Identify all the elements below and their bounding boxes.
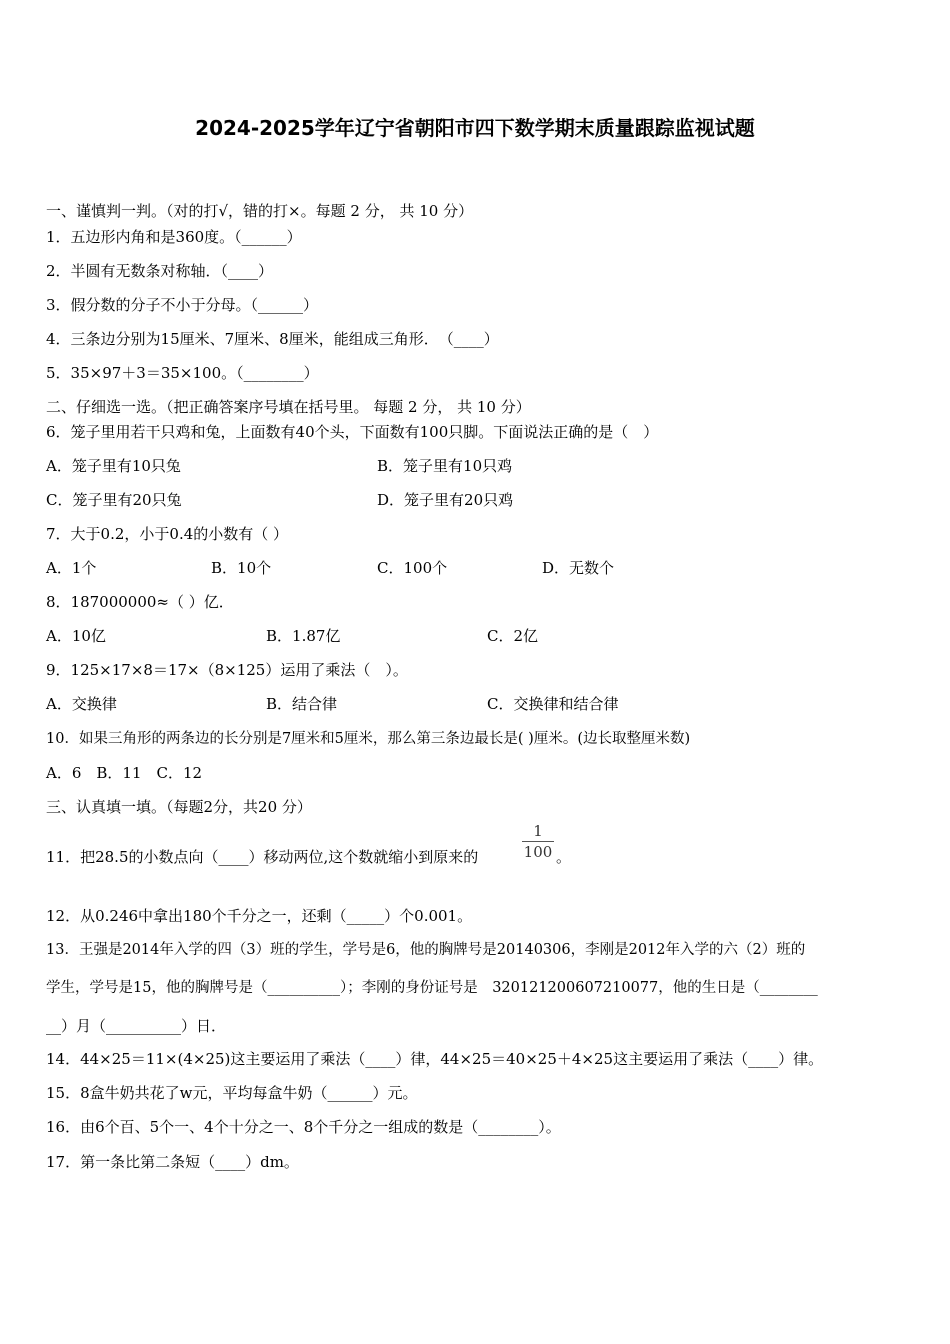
q9-option-a: A．交换律 (46, 695, 117, 713)
q9-option-b: B．结合律 (266, 695, 338, 713)
q6-option-d: D．笼子里有20只鸡 (377, 491, 514, 509)
section-3-heading: 三、认真填一填。（每题2分，共20 分） (46, 798, 312, 816)
page-title: 2024-2025学年辽宁省朝阳市四下数学期末质量跟踪监视试题 (195, 116, 755, 140)
q6-option-a: A．笼子里有10只兔 (46, 457, 181, 475)
question-13-line-3: __）月（__________）日． (46, 1017, 227, 1035)
q7-option-d: D．无数个 (542, 559, 615, 577)
question-8: 8．187000000≈（ ）亿． (46, 593, 234, 611)
q10-options: A．6 B．11 C．12 (46, 764, 203, 782)
question-12: 12．从0.246中拿出180个千分之一，还剩（_____）个0.001。 (46, 907, 473, 925)
question-2: 2．半圆有无数条对称轴．（____） (46, 262, 274, 280)
q7-option-b: B．10个 (211, 559, 272, 577)
section-1-heading: 一、谨慎判一判。（对的打√，错的打×。每题 2 分， 共 10 分） (46, 202, 474, 220)
q7-option-c: C．100个 (377, 559, 448, 577)
question-9: 9．125×17×8＝17×（8×125）运用了乘法（ ）。 (46, 661, 408, 679)
question-16: 16．由6个百、5个一、4个十分之一、8个千分之一组成的数是（________）。 (46, 1118, 561, 1136)
q6-option-c: C．笼子里有20只兔 (46, 491, 182, 509)
fraction-denominator: 100 (523, 843, 553, 861)
question-17: 17．第一条比第二条短（____）dm。 (46, 1153, 299, 1171)
question-7: 7．大于0.2，小于0.4的小数有（ ） (46, 525, 289, 543)
question-1: 1．五边形内角和是360度。（______） (46, 228, 302, 246)
q8-option-c: C．2亿 (487, 627, 539, 645)
question-14: 14．44×25＝11×(4×25)这主要运用了乘法（____）律，44×25＝40×25＋4×25这主要运用了乘法（____）律。 (46, 1050, 824, 1068)
question-11: 11．把28.5的小数点向（____）移动两位,这个数就缩小到原来的 (46, 848, 479, 866)
question-6: 6．笼子里用若干只鸡和兔，上面数有40个头，下面数有100只脚。下面说法正确的是（ ） (46, 423, 659, 441)
fraction-one-hundredth (522, 822, 554, 861)
q7-option-a: A．1个 (46, 559, 97, 577)
fraction-bar (522, 841, 554, 842)
q9-option-c: C．交换律和结合律 (487, 695, 619, 713)
question-13-line-2: 学生，学号是15，他的胸牌号是（__________）；李刚的身份证号是 320121200607210077，他的生日是（________ (46, 980, 818, 996)
question-4: 4．三条边分别为15厘米、7厘米、8厘米，能组成三角形． （____） (46, 330, 499, 348)
section-2-heading: 二、仔细选一选。（把正确答案序号填在括号里。 每题 2 分， 共 10 分） (46, 398, 531, 416)
question-3: 3．假分数的分子不小于分母。（______） (46, 296, 319, 314)
question-5: 5．35×97＋3＝35×100。（________） (46, 364, 319, 382)
question-10: 10．如果三角形的两条边的长分别是7厘米和5厘米，那么第三条边最长是( )厘米。(边长取整厘米数) (46, 731, 691, 747)
fraction-numerator: 1 (533, 822, 543, 840)
q8-option-b: B．1.87亿 (266, 627, 341, 645)
question-15: 15．8盒牛奶共花了w元，平均每盒牛奶（______）元。 (46, 1084, 418, 1102)
q6-option-b: B．笼子里有10只鸡 (377, 457, 513, 475)
q11-end: 。 (556, 848, 572, 866)
q8-option-a: A．10亿 (46, 627, 106, 645)
question-13-line-1: 13．王强是2014年入学的四（3）班的学生，学号是6，他的胸牌号是20140306，李刚是2012年入学的六（2）班的 (46, 942, 806, 958)
